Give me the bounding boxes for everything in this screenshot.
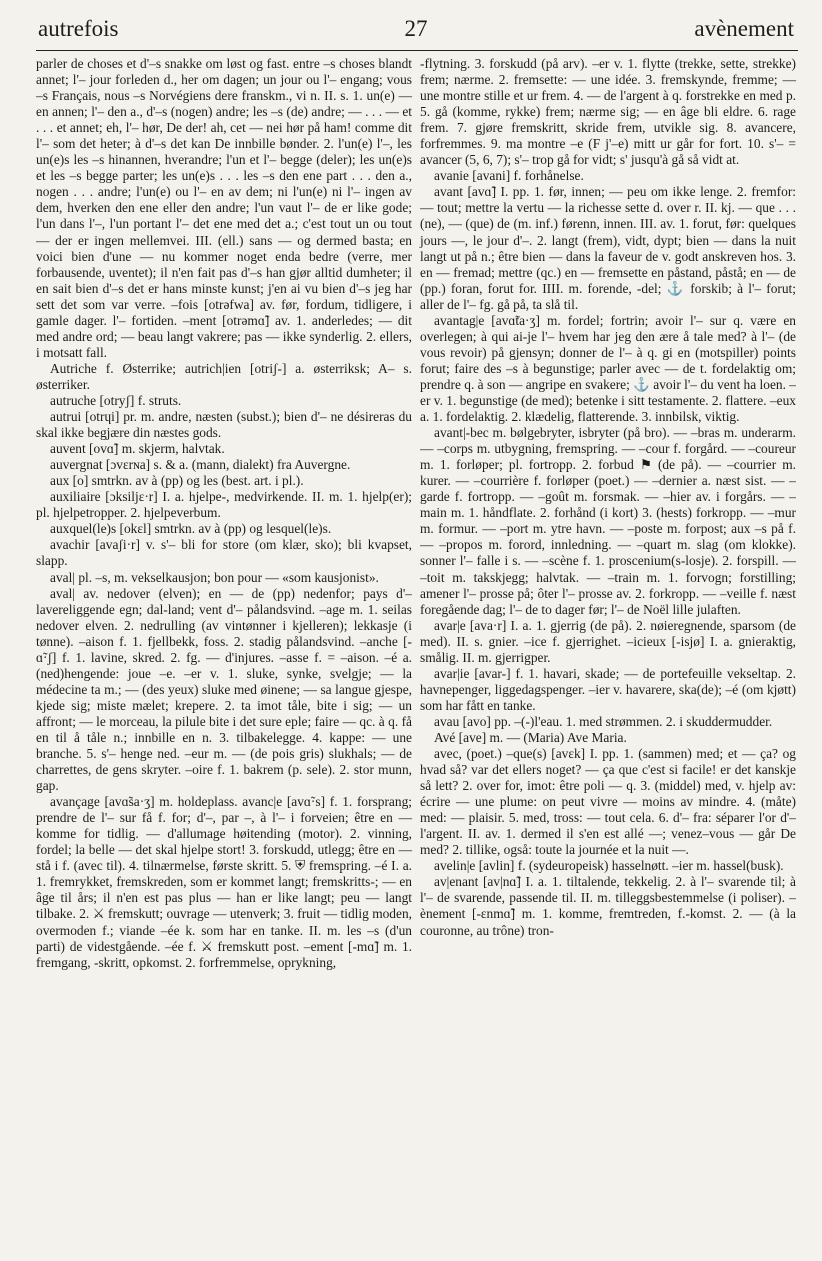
dictionary-entry: auxiliaire [ɔksiljɛ·r] I. a. hjelpe-, medvirkende. II. m. 1. hjelp(er); pl. hjelpetropper. 2. hjelpeverbum. xyxy=(36,489,412,521)
dictionary-entry: Autriche f. Østerrike; autrich|ien [otriʃ-] a. østerriksk; A– s. østerriker. xyxy=(36,360,412,392)
left-guide-word: autrefois xyxy=(38,16,119,41)
dictionary-entry: aval| pl. –s, m. vekselkausjon; bon pour — «som kausjonist». xyxy=(50,569,379,585)
dictionary-entry: avantag|e [avɑ̃ta·ʒ] m. fordel; fortrin; avoir l'– sur q. være en overlegen; à qui ai-je l'– hvem har jeg den ære å tale med? à l'– (de vous revoir) på gjensyn; donner de l'– à q. gi en (motspiller) points forut; faire des –s à begunstige; parler avec — de t. fordelaktig om; prendre q. à son — angripe en svakere; ⚓ avoir l'– du vent ha loen. –er v. 1. begunstige (de med); betenke i sitt testamente. 2. flattere. –eux a. 1. fordelaktig. 2. klædelig, flatterende. 3. innbilsk, viktig. xyxy=(420,312,796,425)
header-rule xyxy=(36,50,798,51)
dictionary-entry: avant [avɑ̃] I. pp. 1. før, innen; — peu om ikke lenge. 2. fremfor: — tout; mettre la vertu — la richesse sette d. over r. II. kj. — que . . . (ne), — (que) de (m. inf.) førenn, innen. III. av. 1. forut, før: quelques jours —, le jour d'–. 2. langt (frem), vidt, dypt; bien — dans la nuit langt ut på n.; être bien — dans la faveur de v. godt anskreven hos. 3. en — fremad; mettre (qc.) en — fremsette en påstand, påstå; en — de (pp.) foran, forut for. IIII. m. forende, -del; ⚓ forskib; à l'– forut; aller de l'– fg. gå på, ta slå til. xyxy=(420,184,796,312)
dictionary-entry: avelin|e [avlin] f. (sydeuropeisk) hasselnøtt. –ier m. hassel(busk). xyxy=(434,858,784,874)
dictionary-entry: auxquel(le)s [okɛl] smtrkn. av à (pp) og lesquel(le)s. xyxy=(50,521,332,537)
page-number: 27 xyxy=(404,16,428,41)
page-header xyxy=(38,10,794,50)
dictionary-entry: av|enant [av|nɑ̃] I. a. 1. tiltalende, tekkelig. 2. à l'– svarende til; à l'– de svarende, passende til. II. m. tilleggsbestemmelse (i poliser). –ènement [-ɛnmɑ̃] m. 1. komme, fremtreden, f.-komst. 2. — (à la couronne, au trône) tron- xyxy=(420,874,796,938)
dictionary-entry: avar|e [ava·r] I. a. 1. gjerrig (de på). 2. nøieregnende, sparsom (de med). II. s. gnier. –ice f. gjerrighet. –icieux [-isjø] I. a. gnieraktig, smålig. II. m. gjerrigper. xyxy=(420,617,796,665)
dictionary-entry: avachir [avaʃi·r] v. s'– bli for store (om klær, sko); bli kvapset, slapp. xyxy=(36,537,412,569)
dictionary-entry: aval| av. nedover (elven); en — de (pp) nedenfor; pays d'– lavereliggende egn; dal-land; vent d'– pålandsvind. –age m. 1. seilas nedover elven. 2. nedrulling (av vintønner i kjelleren); lekkasje (i tønne). –aison f. 1. fjellbekk, foss. 2. stadig pålandsvind. –anche [-ɑ̃·ʃ] f. 1. lavine, skred. 2. fg. — d'injures. –asse f. = –aison. –é a. (ned)hengende: joue –e. –er v. 1. sluke, synke, svelgje; — la médecine ta m.; — (des yeux) sluke med øinene; — sa langue gjespe, kjede sig; miste mælet; krepere. 2. ta imot tåle, bite i sig; — un affront; — le morceau, la pilule bite i det sure eple; faire — qc. à q. få en til å tåle n.; innbille en n. 3. tilbakelegge. 4. kappe: — une branche. 5. s'– henge ned. –eur m. — (de pois gris) slukhals; — de charrettes, de gens skryter. –oire f. 1. bakrem (p. sele). 2. stor munn, gap. xyxy=(36,585,412,794)
dictionary-entry: auvent [ovɑ̃] m. skjerm, halvtak. xyxy=(50,441,225,457)
dictionary-entry: avar|ie [avar-] f. 1. havari, skade; — de portefeuille vekseltap. 2. havnepenger, liggedagspenger. –ier v. havarere, ska(de); –é (om kjøtt) som har fått en tanke. xyxy=(420,665,796,713)
right-guide-word: avènement xyxy=(694,16,794,41)
dictionary-entry: avec, (poet.) –que(s) [avɛk] I. pp. 1. (sammen) med; et — ça? og hvad så? var det ellers noget? — ça que c'est si facile! er det kanskje så lett? 2. over for, imot: être poli — q. 3. (middel) med, v. hjelp av: écrire — une plume: on peut vivre — moins av mindre. 4. (måte) med: — plaisir. 5. med, tross: — tout cela. 6. d'– fra: séparer l'or d'– l'argent. II. av. 1. dermed il s'en est allé —; venez–vous — går De med? 2. tillike, også: toute la journée et la nuit —. xyxy=(420,746,796,858)
dictionary-entry: autruche [otryʃ] f. struts. xyxy=(50,392,182,408)
left-column xyxy=(36,56,412,971)
right-column xyxy=(420,56,796,939)
dictionary-entry: avant|-bec m. bølgebryter, isbryter (på bro). — –bras m. underarm. — –corps m. utbygning, fremspring. — –cour f. forgård. — –coureur m. 1. forløper; pl. fortropp. 2. forbud ⚑ (de på). — –courrier m. kurer. — –courrière f. forløper (poet.) — –dernier a. næst sist. — –garde f. fortropp. — –goût m. forsmak. — –hier av. i forgårs. — –main m. 1. håndflate. 2. forhånd (i kort) 3. (hests) forkropp. — –mur m. formur. — –port m. ytre havn. — –poste m. forpost; aux –s på f. — –propos m. forord, innledning. — –quart m. slag (om klokke). sonner l'– falle i s. — –scène f. 1. proscenium(s-losje). 2. forspill. — –toit m. takskjegg; halvtak. — –train m. 1. forvogn; forstilling; amener l'– prosse på; ôter l'– prosse av. 2. forkropp. — –veille f. næst foregående dag; l'– de to dager før; l'– de Noël lille julaften. xyxy=(420,425,796,617)
dictionary-entry: Avé [ave] m. — (Maria) Ave Maria. xyxy=(434,729,627,745)
dictionary-entry: autrui [otrɥi] pr. m. andre, næsten (subst.); bien d'– ne désireras du skal ikke begjære din næstes gods. xyxy=(36,409,412,441)
dictionary-entry: aux [o] smtrkn. av à (pp) og les (best. art. i pl.). xyxy=(50,473,304,489)
dictionary-entry: auvergnat [ɔvɛrɴa] s. & a. (mann, dialekt) fra Auvergne. xyxy=(50,457,351,473)
dictionary-entry: avau [avo] pp. –(-)l'eau. 1. med strømmen. 2. i skuddermudder. xyxy=(434,713,773,729)
dictionary-entry: avanie [avani] f. forhånelse. xyxy=(434,168,584,184)
dictionary-entry: parler de choses et d'–s snakke om løst og fast. entre –s choses blandt annet; l'– jour forleden d., her om dagen; un jour ou l'– engang; vous –s Français, nous –s Norvégiens dere franskm., vi n. II. s. 1. un(e) — en annen; l'– den a., d'–s (nogen) andre; les –s (de) andre; — . . . — et . . . et annet; eh, l'– hør, De der! ah, cet — nei hør på ham! comme dit l'– som det heter; à d'–s det kan De innbille bønder. 2. l'un(e) l'–, les un(e)s les –s hinannen, hverandre; l'un et l'– begge (deler); les un(e)s et les –s begge parter; les un(e)s . . . les –s den ene part . . . den a., nogen . . . andre; l'un(e) ou l'– en av dem; ni l'un(e) ni l'– ingen av dem, hverken den ene eller den andre; l'un vaut l'– de er like gode; l'un dans l'–, l'un portant l'– det ene med det a.; c'est tout un ou tout — der er ingen mellemvei. III. (ell.) sans — og dermed basta; en voici bien d'une — nu kommer noget enda bedre (verre, mer forbausende, uventet); il n'en fait pas d'–s han gjør alltid dumheter; il en sait bien d'–s det er hans minste kunst; j'en ai vu bien d'–s jeg har sett det som var verre. –fois [otrǝfwa] av. før, fordum, tidligere, i gamle dager. l'– fortiden. –ment [otrǝmɑ̃] av. 1. anderledes; — dit med andre ord; — beau langt vakrere; pas — ikke synderlig. 2. ellers, i motsatt fall. xyxy=(36,56,412,360)
dictionary-entry: -flytning. 3. forskudd (på arv). –er v. 1. flytte (trekke, sette, strekke) frem; nærme. 2. fremsette: — une idée. 3. fremskynde, fremme; — une montre stille et ur frem. 4. — de l'argent à q. forstrekke en med p. 5. gå (komme, rykke) frem; nærme sig; — en âge bli eldre. 6. rage frem. 7. gjøre fremskritt, skride frem, utvikle sig. 8. avancere, forfremmes. 9. ma montre –e (F j'–e) mitt ur går for fort. 10. s'– = avancer (5, 6, 7); s'– trop gå for vidt; s' jusqu'à gå så vidt at. xyxy=(420,56,796,168)
dictionary-entry: avançage [avɑ̃sa·ʒ] m. holdeplass. avanc|e [avɑ̃·s] f. 1. forsprang; prendre de l'– sur få f. for; d'–, par –, à l'– i forveien; être en — komme for tidlig. — d'allumage høitending (motor). 2. vinning, fordel; la belle — det skal hjelpe stort! 3. forskudd, utlegg; être en — stå i f. (avec til). 4. tilnærmelse, første skritt. 5. ⛨ fremspring. –é I. a. 1. fremrykket, fremskreden, som er kommet langt; fremskritts-; — en âge til års; il n'en est pas plus — han er like langt; peu — langt tilbake. 2. ⚔ fremskutt; ouvrage — utenverk; 3. fruit — tidlig moden, overmoden f.; viande –ée k. som har en tanke. II. m. les –s (d'un parti) de videstgående. –ée f. ⚔ fremskutt post. –ement [-mɑ̃] m. 1. fremgang, -skritt, opkomst. 2. forfremmelse, oprykning, xyxy=(36,794,412,970)
